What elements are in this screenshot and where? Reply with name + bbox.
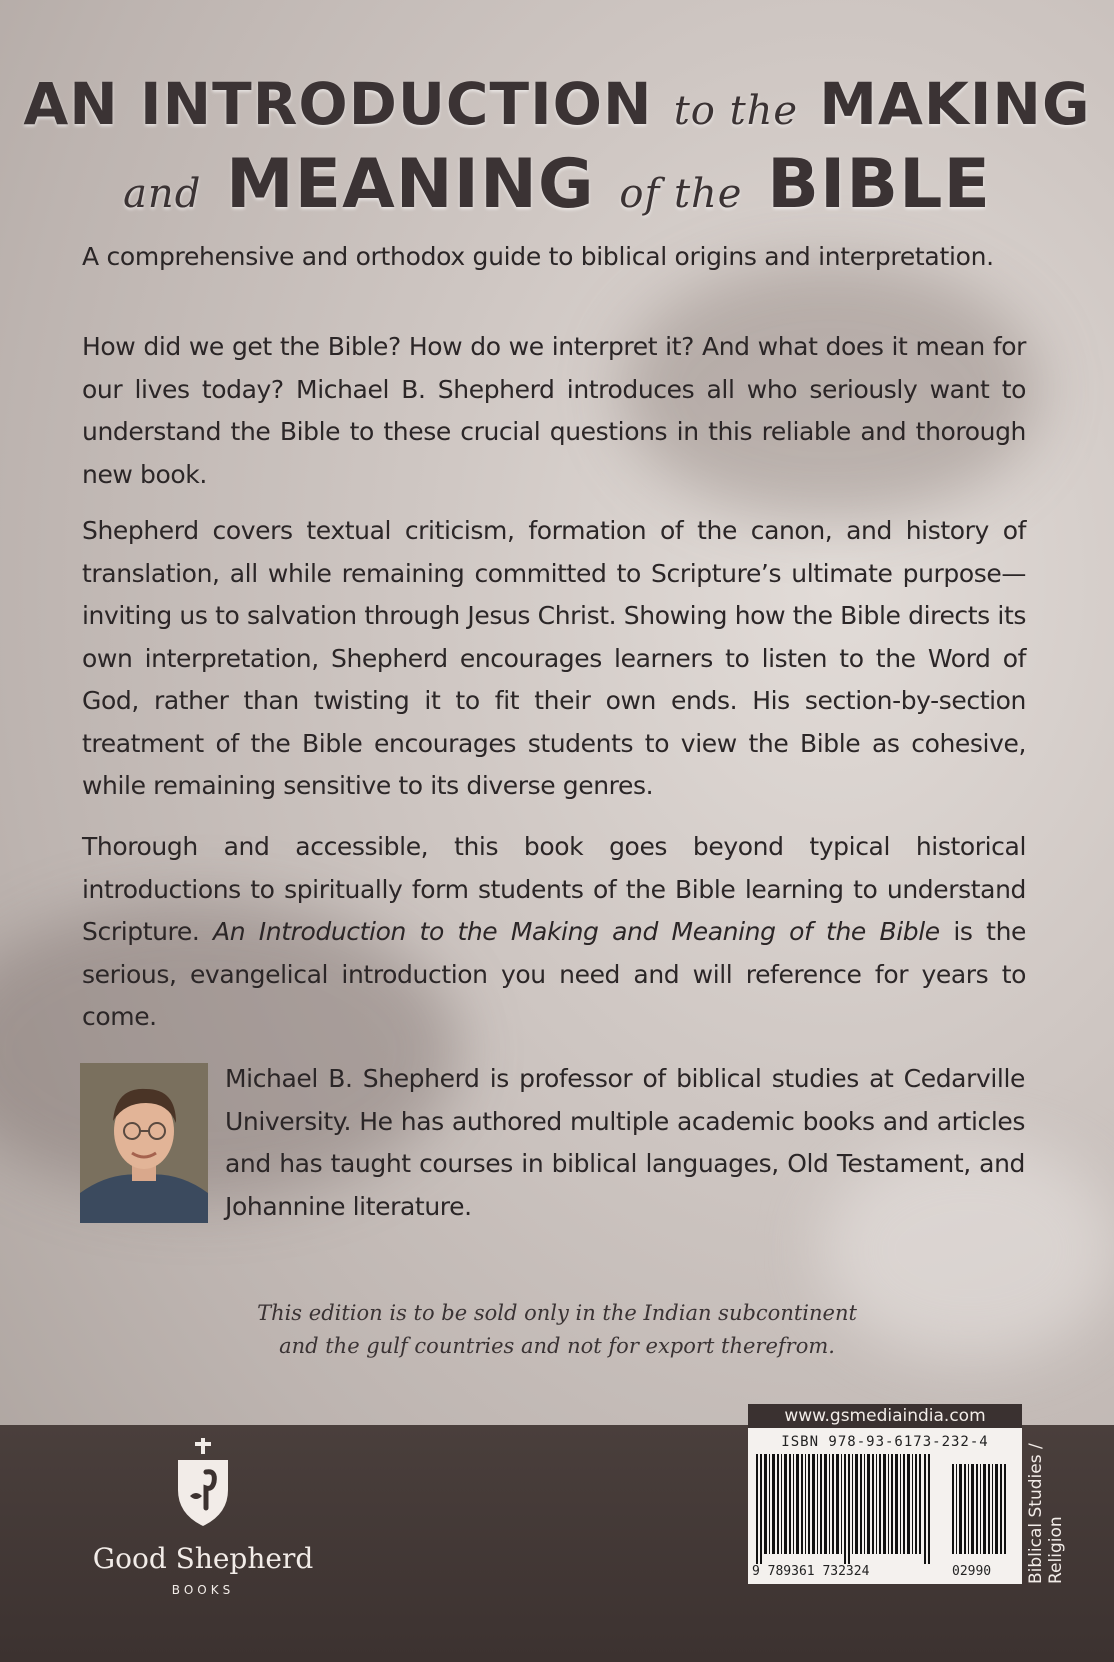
title-script-word: and [123, 171, 202, 217]
barcode-digits: 9 789361 732324 [752, 1564, 870, 1579]
description-paragraph-3 [82, 826, 1026, 1039]
isbn-label: ISBN 978-93-6173-232-4 [781, 1434, 989, 1450]
publisher-url: www.gsmediaindia.com [748, 1404, 1022, 1428]
barcode-icon [754, 1454, 1016, 1564]
title-word: AN INTRODUCTION [23, 70, 653, 138]
paragraph-text: Shepherd covers textual criticism, formation of the canon, and history of translation, all while remaining committed to Scripture’s ultimate purpose—inviting us to salvation through Jesus Christ. Showing how the Bible directs its own interpretation, Shepherd encourages learners to listen to the Word of God, rather than twisting it to fit their own ends. His section-by-section treatment of the Bible encourages students to view the Bible as cohesive, while remaining sensitive to its diverse genres. [82, 516, 1026, 800]
notice-line: and the gulf countries and not for export therefrom. [279, 1334, 835, 1358]
barcode-addon-digits: 02990 [952, 1564, 992, 1579]
paragraph-text [82, 826, 1026, 1039]
book-title-italic: An Introduction to the Making and Meaning of the Bible [213, 917, 940, 946]
title-script-word: of the [619, 171, 743, 217]
author-portrait-icon [80, 1063, 208, 1223]
tagline: A comprehensive and orthodox guide to biblical origins and interpretation. [82, 242, 994, 271]
shepherd-shield-icon [168, 1438, 238, 1530]
paragraph-text-part: is the serious, evangelical introduction you need and will reference for years to come. [82, 917, 1026, 1031]
description-paragraph-1 [82, 326, 1026, 496]
title-line-1 [0, 70, 1114, 145]
title-line-2 [0, 145, 1114, 234]
publisher-sub: BOOKS [171, 1583, 235, 1597]
category-line: Religion [1046, 1516, 1066, 1584]
book-title [0, 70, 1114, 234]
notice-line: This edition is to be sold only in the Indian subcontinent [257, 1301, 857, 1325]
title-word: MAKING [819, 70, 1091, 138]
author-photo [80, 1063, 208, 1223]
paragraph-text-part: Thorough and accessible, this book goes beyond typical historical introductions to spiritually form students of the Bible learning to understand Scripture. [82, 832, 1026, 946]
publisher-logo [88, 1438, 318, 1597]
category-label [1026, 1414, 1066, 1584]
title-word: MEANING [225, 145, 595, 224]
description-paragraph-2 [82, 510, 1026, 808]
distribution-notice [0, 1297, 1114, 1363]
author-bio: Michael B. Shepherd is professor of biblical studies at Cedarville University. He has authored multiple academic books and articles and has taught courses in biblical languages, Old Testament, and Johannine literature. [225, 1064, 1025, 1221]
paragraph-text: How did we get the Bible? How do we interpret it? And what does it mean for our lives today? Michael B. Shepherd introduces all who seriously want to understand the Bible to these crucial questions in this reliable and thorough new book. [82, 332, 1026, 489]
category-line: Biblical Studies / [1026, 1443, 1046, 1584]
title-script-word: to the [673, 88, 799, 134]
isbn-barcode [748, 1428, 1022, 1584]
publisher-name: Good Shepherd [92, 1542, 314, 1575]
title-word: BIBLE [767, 145, 991, 224]
